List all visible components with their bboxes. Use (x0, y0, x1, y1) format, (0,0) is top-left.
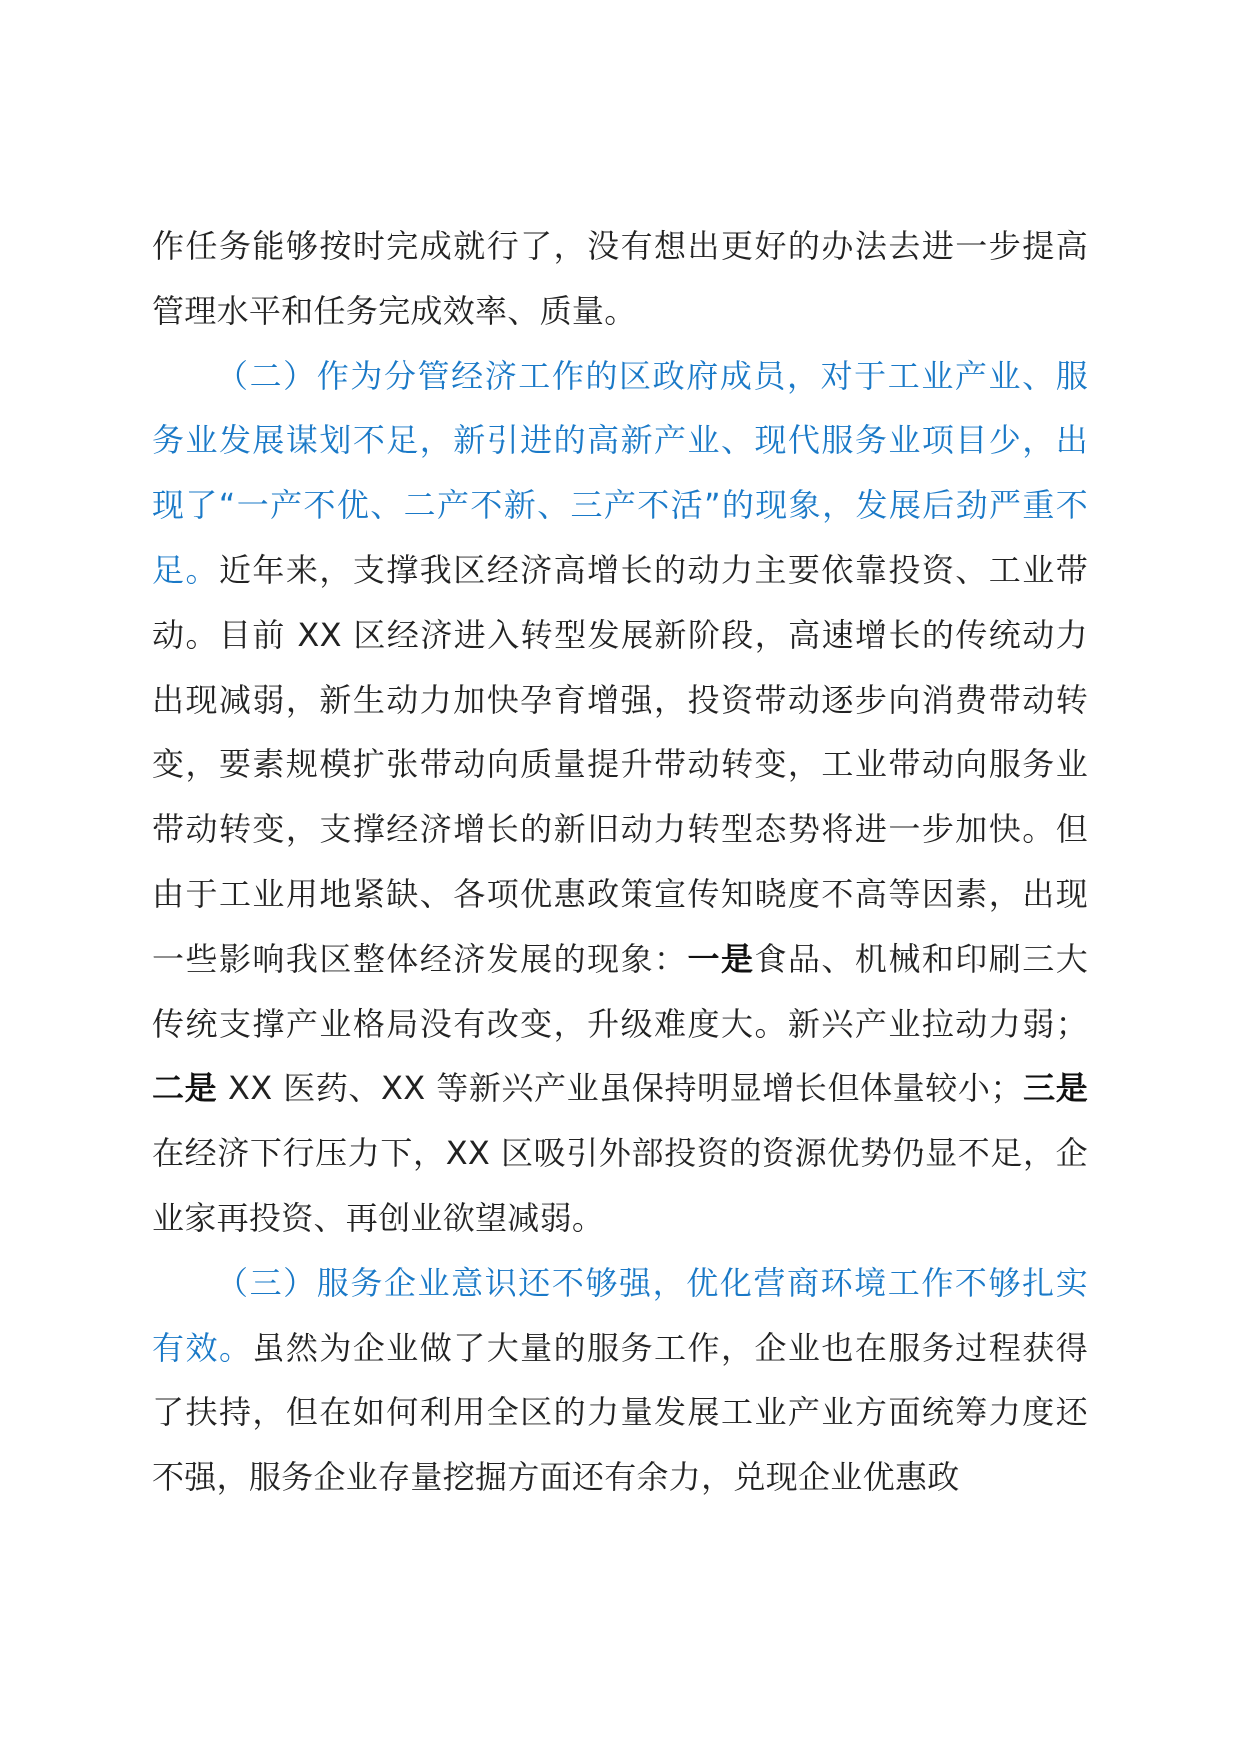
document-body (152, 214, 1088, 1510)
paragraph-continued (152, 214, 1088, 344)
paragraph-section-3 (152, 1251, 1088, 1510)
point-3-text: 在经济下行压力下，XX 区吸引外部投资的资源优势仍显不足，企业家再投资、再创业欲望减弱。 (152, 1134, 1088, 1237)
paragraph-text: 作任务能够按时完成就行了，没有想出更好的办法去进一步提高管理水平和任务完成效率、质量。 (152, 227, 1088, 330)
point-1-label: 一是 (687, 939, 755, 978)
point-2-text: XX 医药、XX 等新兴产业虽保持明显增长但体量较小； (217, 1069, 1023, 1108)
section-2-heading: （二）作为分管经济工作的区政府成员，对于工业产业、服务业发展谋划不足，新引进的高新产业、现代服务业项目少，出现了“一产不优、二产不新、三产不活”的现象，发展后劲严重不足。 (152, 356, 1088, 589)
point-3-label: 三是 (1022, 1069, 1089, 1108)
section-2-body-text: 近年来，支撑我区经济高增长的动力主要依靠投资、工业带动。目前 XX 区经济进入转型发展新阶段，高速增长的传统动力出现减弱，新生动力加快孕育增强，投资带动逐步向消费带动转变，要素规模扩张带动向质量提升带动转变，工业带动向服务业带动转变，支撑经济增长的新旧动力转型态势将进一步加快。但由于工业用地紧缺、各项优惠政策宣传知晓度不高等因素，出现一些影响我区整体经济发展的现象： (152, 550, 1088, 978)
point-2-label: 二是 (152, 1069, 218, 1108)
section-3-heading: （三）服务企业意识还不够强，优化营商环境工作不够扎实有效。 (152, 1263, 1088, 1367)
section-3-body-text: 虽然为企业做了大量的服务工作，企业也在服务过程获得了扶持，但在如何利用全区的力量发展工业产业方面统筹力度还不强，服务企业存量挖掘方面还有余力，兑现企业优惠政 (152, 1328, 1088, 1497)
point-1-text: 食品、机械和印刷三大传统支撑产业格局没有改变，升级难度大。新兴产业拉动力弱； (152, 939, 1088, 1043)
paragraph-section-2 (152, 344, 1088, 1251)
